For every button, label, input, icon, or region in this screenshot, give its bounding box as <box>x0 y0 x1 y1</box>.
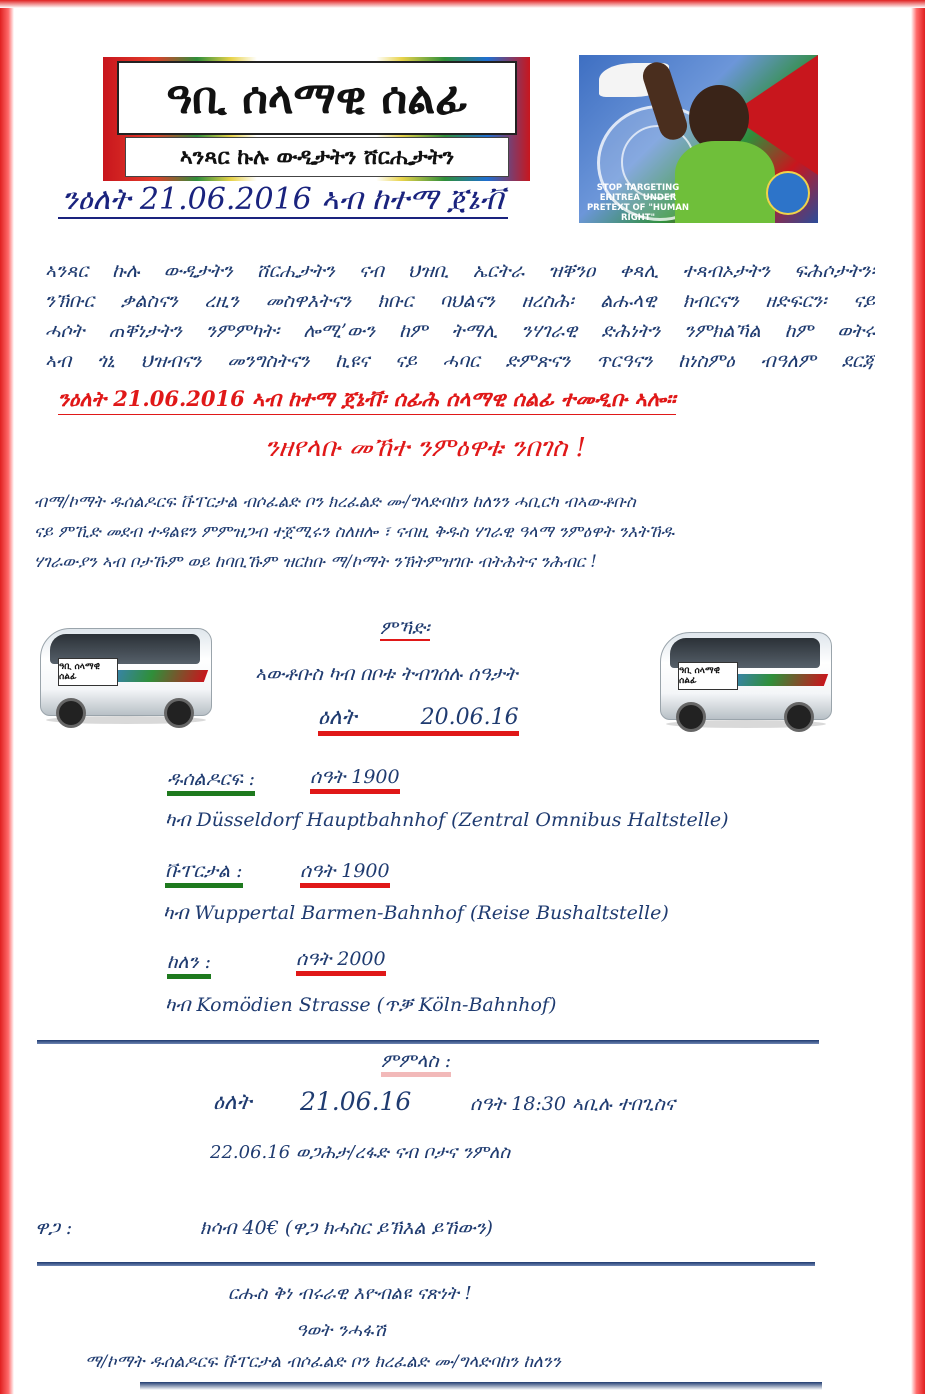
event-date-title: ንዕለት 21.06.2016 ኣብ ከተማ ጀኔቭ <box>58 183 508 219</box>
departure-heading: ምኻድ፡ <box>380 617 430 639</box>
intro-paragraph <box>45 256 875 376</box>
closing-signature: ማ/ኮማት ዱሰልዶርፍ ቩፐርታል ብሶፈልድ ቦን ክረፈልድ ሙ/ግላድባከን ከለንን <box>85 1352 561 1372</box>
intro-line: ንኽቡር ቃልስናን ረዚን መስዋእትናን ክቡር ባህልናን ዘረስሕ፡ ልሑላዊ ክብርናን ዘድፍርን፡ ናይ <box>45 290 875 312</box>
left-red-border <box>0 0 14 1394</box>
top-red-border <box>0 0 925 8</box>
departure-date-label: ዕለት <box>318 705 357 730</box>
body-paragraph <box>34 487 894 577</box>
intro-line: ኣብ ጎኒ ህዝብናን መንግስትናን ኪዩና ናይ ሓባር ድምጽናን ጥርዓናን ከነስምዕ ብዓለም ደርጃ <box>45 350 875 372</box>
logo-banner <box>103 57 530 181</box>
bus-sign: ዓቢ ሰላማዊ ሰልፊ <box>678 662 738 690</box>
bottom-rule <box>140 1382 822 1390</box>
protest-photo <box>579 55 818 223</box>
intro-line: ሓሶት ጠቐነታትን ንምምካት፡ ሎሚ’ውን ከም ትማሊ ንሃገራዊ ድሕነትን ንምክልኻል ከም ወትሩ <box>45 320 875 342</box>
right-red-border <box>911 0 925 1394</box>
headline: ንዘየላቡ መኸተ ንምዕዋቱ ንበገስ ! <box>265 433 586 463</box>
price-label: ዋጋ : <box>35 1217 73 1239</box>
photo-caption: STOP TARGETING ERITREA UNDER PRETEXT OF "HUMAN RIGHT" <box>586 183 690 223</box>
return-arrival: 22.06.16 ወጋሕታ/ረፋድ ናብ ቦታና ንምለስ <box>210 1142 511 1163</box>
bus-image-left <box>36 618 214 726</box>
stop-time: ሰዓት 1900 <box>300 860 390 888</box>
stop-time: ሰዓት 1900 <box>310 766 400 794</box>
intro-line: ኣንጻር ኩሉ ውዲታትን ሸርሒታትን ናብ ህዝቢ ኤርትራ ዝቐንዐ ቀጻሊ ተጻብኦታትን ፍሕሶታትን፡ <box>45 260 875 282</box>
logo-title: ዓቢ ሰላማዊ ሰልፊ <box>117 61 517 135</box>
stop-place: ካብ Komödien Strasse (ጥቓ Köln-Bahnhof) <box>165 994 557 1016</box>
bus-image-right <box>656 622 834 730</box>
stop-city: ቩፐርታል : <box>165 860 243 888</box>
body-line: ብማ/ኮማት ዱሰልዶርፍ ቩፐርታል ብሶፈልድ ቦን ክረፈልድ ሙ/ግላድባከን ከለንን ሓቢርካ ብኣውቶቡስ <box>34 492 636 511</box>
return-date: 21.06.16 <box>300 1087 412 1116</box>
divider <box>37 1040 819 1044</box>
body-line: ናይ ምኺድ መደብ ተዳልዩን ምምዝጋብ ተጀሚሩን ስለዘሎ ፣ ናብዚ ቅዱስ ሃገራዊ ዓላማ ንምዕዋት ንእትኸዱ <box>34 522 675 541</box>
closing-slogan: ርሑስ ቅነ ብሩራዊ እዮብልዩ ናጽነት ! <box>228 1283 472 1304</box>
eritrea-emblem-icon <box>766 171 810 215</box>
departure-date: 20.06.16 <box>420 705 519 730</box>
price-value: ክሳብ 40€ (ዋጋ ክሓስር ይኽእል ይኸውን) <box>200 1217 493 1239</box>
departure-note: ኣውቶቡስ ካብ በቦቱ ትብገሰሉ ሰዓታት <box>255 663 518 685</box>
return-time-note: ሰዓት 18:30 ኣቢሉ ተበጊስና <box>470 1093 675 1115</box>
bus-sign: ዓቢ ሰላማዊ ሰልፊ <box>58 658 118 686</box>
stop-place: ካብ Wuppertal Barmen-Bahnhof (Reise Bushaltstelle) <box>163 902 669 924</box>
stop-city: ከለን : <box>167 951 211 979</box>
stop-place: ካብ Düsseldorf Hauptbahnhof (Zentral Omnibus Haltstelle) <box>165 809 729 831</box>
departure-date-row <box>318 705 519 736</box>
stop-city: ዱሰልዶርፍ : <box>167 768 255 796</box>
return-date-label: ዕለት <box>213 1090 252 1115</box>
logo-subtitle: ኣንጻር ኩሉ ውዲታትን ሸርሒታትን <box>125 137 509 177</box>
divider <box>37 1262 815 1266</box>
closing-motto: ዓወት ንሓፋሽ <box>296 1320 386 1341</box>
announcement-line: ንዕለት 21.06.2016 ኣብ ከተማ ጀኔቭ፡ ሰፊሕ ሰላማዊ ሰልፊ ተመዲቡ ኣሎ። <box>58 384 676 415</box>
stop-time: ሰዓት 2000 <box>296 948 386 976</box>
body-line: ሃገራውያን ኣብ ቦታኹም ወይ ከባቢኹም ዝርከቡ ማ/ኮማት ንኽትምዝገቡ ብትሕትና ንሕብር ! <box>34 552 597 571</box>
return-heading: ምምላስ : <box>381 1050 451 1077</box>
